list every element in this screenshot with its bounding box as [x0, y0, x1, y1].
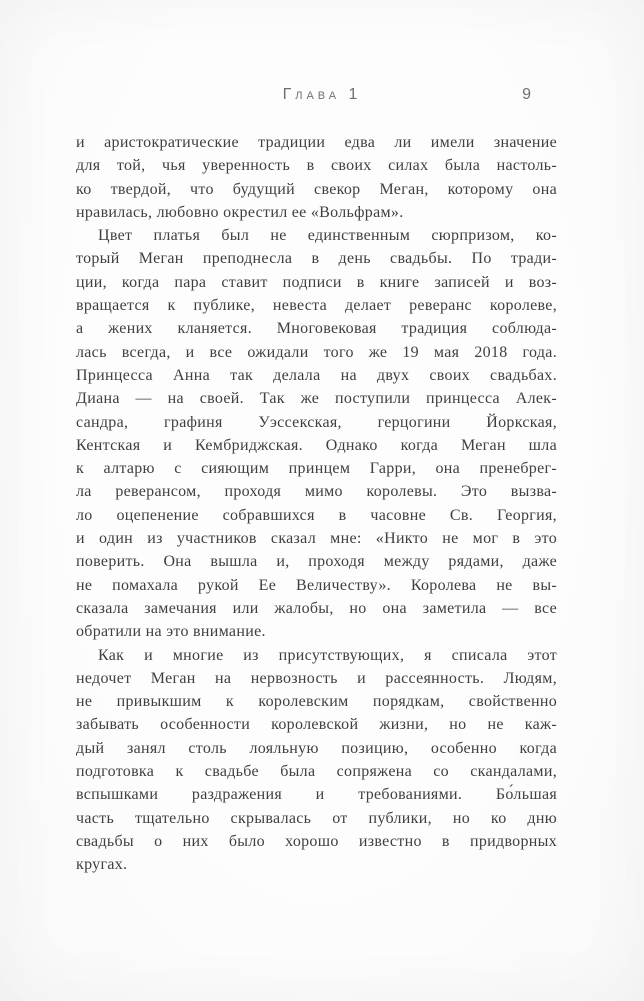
- text-line: кругах.: [76, 856, 128, 874]
- text-line: вспышками раздражения и требованиями. Бо́льшая: [76, 786, 557, 804]
- text-line: Как и многие из присутствующих, я списала этот: [98, 646, 557, 664]
- text-line: обратили на это внимание.: [76, 623, 266, 641]
- text-line: поверить. Она вышла и, проходя между рядами, даже: [76, 553, 557, 571]
- text-line: не привыкшим к королевским порядкам, свойственно: [76, 693, 557, 711]
- text-line: вращается к публике, невеста делает реверанс королеве,: [76, 297, 557, 315]
- text-line: забывать особенности королевской жизни, но не каж-: [76, 716, 557, 734]
- text-line: не помахала рукой Ее Величеству». Королева не вы-: [76, 576, 557, 594]
- page-body-text: [76, 131, 557, 877]
- chapter-heading: Глава 1: [282, 86, 362, 103]
- text-line: Принцесса Анна так делала на двух своих свадьбах.: [76, 366, 557, 384]
- running-head: [0, 86, 644, 108]
- text-line: ко твердой, что будущий свекор Меган, которому она: [76, 180, 557, 198]
- text-line: Диана — на своей. Так же поступили принцесса Алек-: [76, 390, 557, 408]
- text-line: недочет Меган на нервозность и рассеянность. Людям,: [76, 669, 557, 687]
- text-line: свадьбы о них было хорошо известно в придворных: [76, 832, 557, 850]
- paragraph: [76, 131, 557, 224]
- text-line: и аристократические традиции едва ли имели значение: [76, 134, 557, 151]
- text-line: к алтарю с сияющим принцем Гарри, она пренебрег-: [76, 460, 557, 478]
- page-number: 9: [522, 86, 532, 103]
- text-line: и один из участников сказал мне: «Никто не мог в это: [76, 530, 557, 548]
- text-line: для той, чья уверенность в своих силах была настоль-: [76, 157, 557, 175]
- text-line: ло оцепенение собравшихся в часовне Св. Георгия,: [76, 506, 557, 524]
- text-line: а жених кланяется. Многовековая традиция соблюда-: [76, 320, 557, 338]
- text-line: подготовка к свадьбе была сопряжена со скандалами,: [76, 763, 557, 781]
- text-line: часть тщательно скрывалась от публики, но ко дню: [76, 809, 557, 827]
- text-line: торый Меган преподнесла в день свадьбы. По тради-: [76, 250, 557, 268]
- text-line: Цвет платья был не единственным сюрпризом, ко-: [98, 227, 557, 245]
- text-line: ла реверансом, проходя мимо королевы. Это вызва-: [76, 483, 557, 501]
- text-line: нравилась, любовно окрестил ее «Вольфрам».: [76, 203, 404, 221]
- paragraph: [76, 644, 557, 877]
- paragraph: [76, 224, 557, 643]
- text-line: Кентская и Кембриджская. Однако когда Меган шла: [76, 436, 557, 454]
- text-line: дый занял столь лояльную позицию, особенно когда: [76, 739, 557, 757]
- text-line: сказала замечания или жалобы, но она заметила — все: [76, 599, 557, 617]
- text-line: ции, когда пара ставит подписи в книге записей и воз-: [76, 273, 557, 291]
- text-line: сандра, графиня Уэссекская, герцогини Йоркская,: [76, 413, 557, 431]
- text-line: лась всегда, и все ожидали того же 19 мая 2018 года.: [76, 343, 557, 361]
